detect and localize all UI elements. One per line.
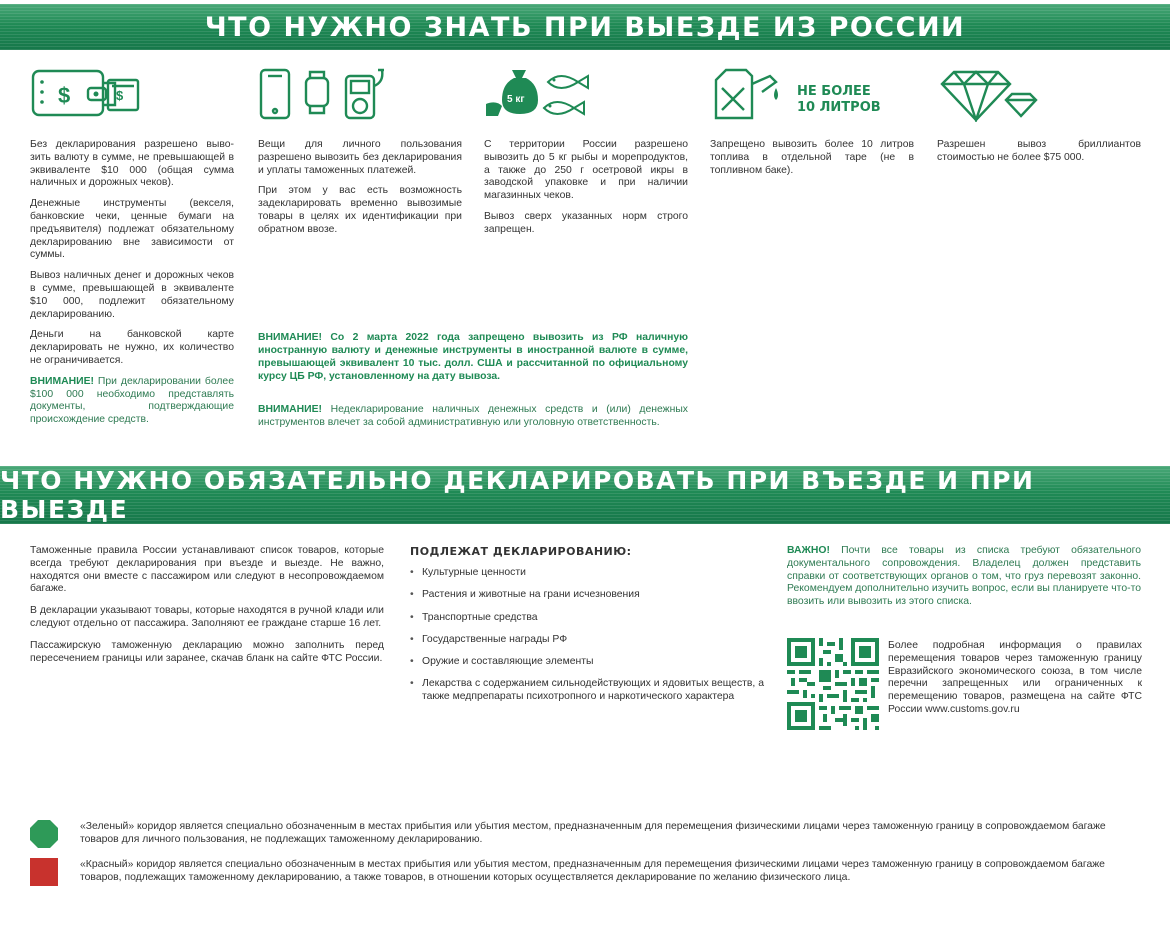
fish-text-2: Вывоз сверх указанных норм строго запрещен. xyxy=(484,210,688,235)
diamond-icon xyxy=(940,70,1040,122)
bag-weight-label: 5 кг xyxy=(507,94,525,105)
declare-list-item: • Лекарства с содержанием сильнодействующих и ядовитых веществ, а также медпрепараты психотропного и наркотического характера xyxy=(410,678,764,704)
important-label: ВАЖНО! xyxy=(787,545,830,556)
declare-list-item: • Государственные награды РФ xyxy=(410,634,764,647)
important-block xyxy=(787,545,1141,609)
currency-column xyxy=(30,139,234,427)
fuel-canister-icon xyxy=(710,66,790,122)
red-square-shape xyxy=(30,858,58,886)
declaration-rules-block xyxy=(30,545,384,665)
fish-column xyxy=(484,139,688,237)
declaration-rules-text-2: В декларации указывают товары, которые находятся в ручной клади или следуют отдельно от пассажира. Заполняют ее граждане старше 16 лет. xyxy=(30,605,384,629)
more-info-text: Более подробная информация о правилах перемещения товаров через таможенную границу Евразийского экономического союза, в том числе перечни запрещенных или ограниченных к перемещению товаров, размещена на сайте ФТС России www.customs.gov.ru xyxy=(888,640,1142,715)
personal-items-text-1: Вещи для личного пользования разрешено вывозить без декларирования и уплаты таможенных платежей. xyxy=(258,139,462,176)
declare-list-item: • Культурные ценности xyxy=(410,567,764,580)
currency-text-2: Денежные инструменты (векселя, банковские чеки, ценные бумаги на предъявителя) подлежат обязательному декларированию вне зависимости от суммы. xyxy=(30,198,234,261)
currency-restriction-notice xyxy=(258,331,688,383)
fish-bag-icon xyxy=(484,64,594,122)
declare-list-item: • Оружие и составляющие элементы xyxy=(410,656,764,669)
declare-list-block xyxy=(410,545,764,714)
currency-text-1: Без декларирования разрешено выво-зить валюту в сумме, не превышающей в эквиваленте $10 000 (общая сумма наличных и дорожных чеков). xyxy=(30,139,234,189)
currency-restriction-text: ВНИМАНИЕ! Со 2 марта 2022 года запрещено вывозить из РФ наличную иностранную валюту и денежные инструменты в иностранной валюте в сумме, превышающей эквивалент 10 тыс. долл. США и рассчитанной по официальному курсу ЦБ РФ, установленному на дату вывоза. xyxy=(258,332,688,382)
green-corridor-text: «Зеленый» коридор является специально обозначенным в местах прибытия или убытия местом, предназначенным для перемещения физическими лицами через таможенную границу в сопровождаемом багаже товаров для личного пользования, не подлежащих таможенному декларированию. xyxy=(80,821,1106,845)
diamonds-text-1: Разрешен вывоз бриллиантов стоимостью не более $75 000. xyxy=(937,139,1141,163)
green-octagon-icon xyxy=(30,820,58,848)
important-text xyxy=(787,545,1141,609)
declaration-rules-text-1: Таможенные правила России устанавливают список товаров, которые всегда требуют декларирования при въезде и выезде. Не важно, находятся они вместе с пассажиром или следуют в несопровождаемом багаже. xyxy=(30,545,384,595)
liability-notice xyxy=(258,404,688,430)
declare-list-item: • Растения и животные на грани исчезновения xyxy=(410,589,764,602)
green-octagon-shape xyxy=(30,820,58,848)
middle-banner xyxy=(0,466,1170,524)
svg-text:$: $ xyxy=(58,83,71,108)
fuel-badge-line1: НЕ БОЛЕЕ xyxy=(797,84,871,99)
qr-code[interactable] xyxy=(787,638,879,730)
personal-items-column xyxy=(258,139,462,237)
liability-notice-label: ВНИМАНИЕ! xyxy=(258,404,322,415)
green-corridor-legend xyxy=(30,820,1150,848)
fuel-column xyxy=(710,139,914,177)
svg-text:$: $ xyxy=(116,88,124,103)
declaration-rules-text-3: Пассажирскую таможенную декларацию можно заполнить перед пересечением границы или заранее, скачав бланк на сайте ФТС России. xyxy=(30,639,384,664)
declare-list-title: ПОДЛЕЖАТ ДЕКЛАРИРОВАНИЮ: xyxy=(410,545,632,558)
currency-text-4: Деньги на банковской карте декларировать не нужно, их количество не ограничивается. xyxy=(30,329,234,366)
diamonds-column xyxy=(937,139,1141,165)
fuel-text-1: Запрещено вывозить более 10 литров топлива в отдельной таре (не в топливном баке). xyxy=(710,139,914,176)
middle-banner-title: ЧТО НУЖНО ОБЯЗАТЕЛЬНО ДЕКЛАРИРОВАТЬ ПРИ ВЪЕЗДЕ И ПРИ ВЫЕЗДЕ xyxy=(0,466,1035,524)
devices-icon xyxy=(258,66,393,122)
more-info-block xyxy=(888,640,1142,717)
fish-text-1: С территории России разрешено вывозить до 5 кг рыбы и морепродуктов, а также до 250 г осетровой икры в заводской упаковке и при наличии магазинных чеков. xyxy=(484,139,688,202)
currency-warning-text: При декларировании более $100 000 необходимо представлять документы, подтверждающие происхождение средств. xyxy=(30,375,234,426)
declare-list xyxy=(410,567,764,704)
fuel-limit-badge xyxy=(797,84,881,116)
red-square-icon xyxy=(30,858,58,886)
important-body: Почти все товары из списка требуют обязательного документального сопровождения. Владелец должен представить справки от соответствующих органов о том, что груз перевозят законно. Рекомендуем дополнительно изучить вопрос, если вы планируете что-то ввозить или вывозить из этого списка. xyxy=(787,545,1141,608)
currency-text-3: Вывоз наличных денег и дорожных чеков в сумме, превышающей в эквиваленте $10 000, подлежит обязательному декларированию. xyxy=(30,270,234,320)
top-banner-title: ЧТО НУЖНО ЗНАТЬ ПРИ ВЫЕЗДЕ ИЗ РОССИИ xyxy=(204,11,966,43)
currency-warning xyxy=(30,376,234,427)
liability-notice-body: Недекларирование наличных денежных средств и (или) денежных инструментов влечет за собой административную или уголовную ответственность. xyxy=(258,404,688,428)
currency-warning-label: ВНИМАНИЕ! xyxy=(30,375,94,387)
personal-items-text-2: При этом у вас есть возможность задекларировать временно вывозимые товары в целях их идентификации при обратном ввозе. xyxy=(258,185,462,235)
declare-list-item: • Транспортные средства xyxy=(410,612,764,625)
liability-notice-text xyxy=(258,404,688,430)
wallet-money-icon xyxy=(30,68,140,120)
fuel-badge-line2: 10 ЛИТРОВ xyxy=(797,100,881,115)
red-corridor-text: «Красный» коридор является специально обозначенным в местах прибытия или убытия местом, предназначенным для перемещения физическими лицами через таможенную границу в сопровождаемом багаже товаров, подлежащих таможенному декларированию, а также товаров, в отношении которых осуществляется декларирование по желанию физического лица. xyxy=(80,859,1105,883)
top-banner xyxy=(0,4,1170,50)
red-corridor-legend xyxy=(30,858,1150,886)
